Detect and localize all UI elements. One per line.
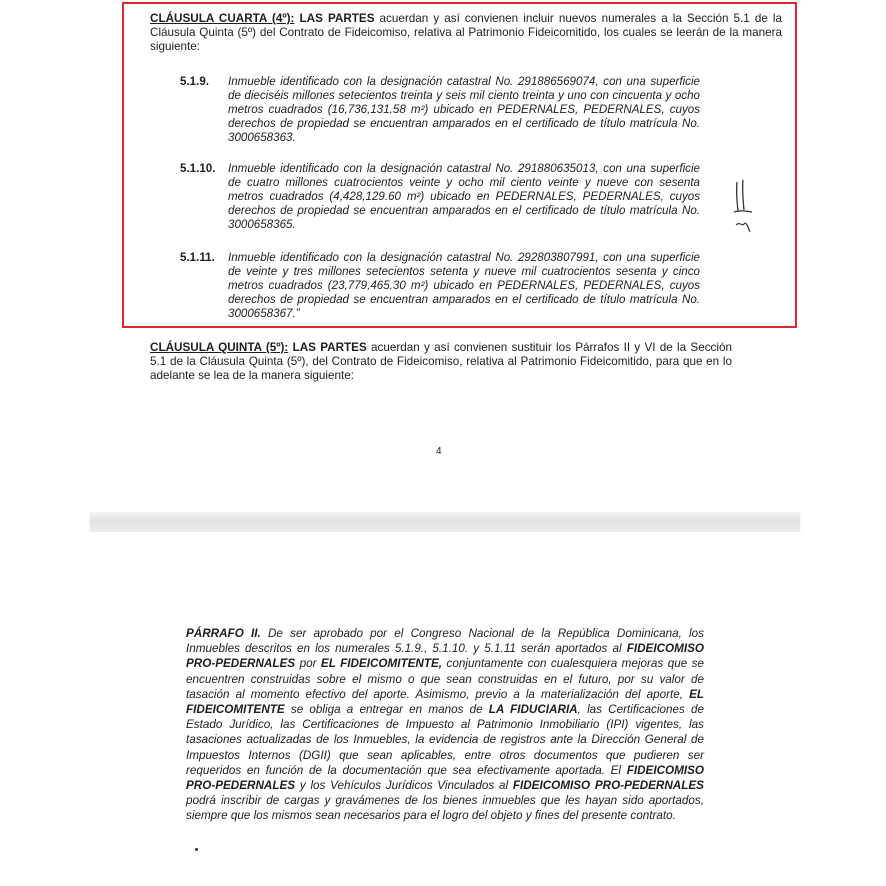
parrafo-text: conjuntamente con cualesquiera mejoras que se encuentren construidas sobre el mismo o que sean construidas en el futuro, por su valor de tasación al momento efectivo del aporte. Asimismo, previo a la materialización del aporte, bbox=[186, 657, 704, 701]
clause-quinta-text: acuerdan y así convienen sustituir los Párrafos II y VI de la Sección 5.1 de la Cláusula Quinta (5º), del Contrato de Fideicomiso, relativa al Patrimonio Fideicomitido, para que en lo adelante se lea de la manera siguiente: bbox=[150, 341, 732, 382]
clause-cuarta-parties: LAS PARTES bbox=[299, 12, 375, 25]
item-number: 5.1.10. bbox=[180, 162, 216, 175]
parrafo-text: se obliga a entregar en manos de bbox=[284, 703, 489, 717]
parrafo-text: podrá inscribir de cargas y gravámenes de los bienes inmuebles que les hayan sido aportados, siempre que los mismos sean necesarios para el logro del objeto y fines del presente contrato. bbox=[186, 794, 704, 823]
clause-cuarta-text: acuerdan y así convienen incluir nuevos numerales a la Sección 5.1 de la Cláusula Quinta (5º) del Contrato de Fideicomiso, relativa al Patrimonio Fideicomitido, los cuales se leerán de la manera siguiente: bbox=[150, 12, 782, 53]
item-number: 5.1.11. bbox=[180, 251, 215, 264]
item-text: Inmueble identificado con la designación catastral No. 291880635013, con una superficie de cuatro millones cuatrocientos veinte y ocho mil ciento veinte y nueve con sesenta metros cuadrados (4,428,129.60 m²) ubicado en PEDERNALES, PEDERNALES, cuyos derechos de propiedad se encuentran amparados en el certificado de título matrícula No. 3000658365. bbox=[228, 162, 700, 231]
parrafo-bold: FIDEICOMISO PRO-PEDERNALES bbox=[512, 779, 704, 793]
parrafo-text: por bbox=[295, 657, 321, 671]
page-number: 4 bbox=[436, 446, 442, 457]
clause-quinta-parties: LAS PARTES bbox=[292, 341, 367, 354]
parrafo-text: De ser aprobado por el Congreso Nacional de la República Dominicana, los Inmuebles descritos en los numerales 5.1.9., 5.1.10. y 5.1.11 serán aportados al bbox=[186, 627, 704, 656]
stray-dot bbox=[195, 848, 198, 851]
handwritten-initials-icon bbox=[730, 178, 760, 236]
clause-cuarta-title: CLÁUSULA CUARTA (4º): bbox=[150, 12, 295, 25]
item-number: 5.1.9. bbox=[180, 75, 210, 88]
item-text: Inmueble identificado con la designación catastral No. 291886569074, con una superficie de dieciséis millones setecientos treinta y seis mil ciento treinta y uno con cincuenta y ocho metros cuadrados (16,736,131.58 m²) ubicado en PEDERNALES, PEDERNALES, cuyos derechos de propiedad se encuentran amparados en el certificado de título matrícula No. 3000658363. bbox=[228, 75, 700, 144]
parrafo-ii-heading: PÁRRAFO II. bbox=[186, 627, 261, 640]
page-separator bbox=[90, 512, 800, 534]
clause-quinta bbox=[150, 341, 732, 383]
parrafo-text: , las Certificaciones de Estado Jurídico, las Certificaciones de Impuesto al Patrimonio Inmobiliario (IPI) vigentes, las tasaciones actualizadas de los Inmuebles, la evidencia de registros ante la Dirección General de Impuestos Internos (DGII) que sean aplicables, entre otros documentos que pudieren ser requeridos en función de la documentación que sea efectivamente aportada. El bbox=[186, 703, 705, 777]
clause-cuarta-intro bbox=[150, 12, 782, 54]
parrafo-bold: LA FIDUCIARIA bbox=[488, 703, 578, 717]
parrafo-bold: EL FIDEICOMITENTE, bbox=[320, 657, 443, 671]
item-text: Inmueble identificado con la designación catastral No. 292803807991, con una superficie de veinte y tres millones setecientos setenta y nueve mil cuatrocientos sesenta y cinco metros cuadrados (23,779,465.30 m²) ubicado en PEDERNALES, PEDERNALES, cuyos derechos de propiedad se encuentran amparados en el certificado de título matrícula No. 3000658367.” bbox=[228, 251, 700, 320]
parrafo-bold: EL FIDEICOMITENTE bbox=[186, 687, 704, 717]
parrafo-bold: FIDEICOMISO PRO-PEDERNALES bbox=[186, 763, 704, 793]
parrafo-ii bbox=[186, 626, 704, 824]
parrafo-bold: FIDEICOMISO PRO-PEDERNALES bbox=[186, 642, 704, 671]
parrafo-text: y los Vehículos Jurídicos Vinculados al bbox=[295, 779, 513, 793]
clause-quinta-title: CLÁUSULA QUINTA (5º): bbox=[150, 341, 289, 354]
